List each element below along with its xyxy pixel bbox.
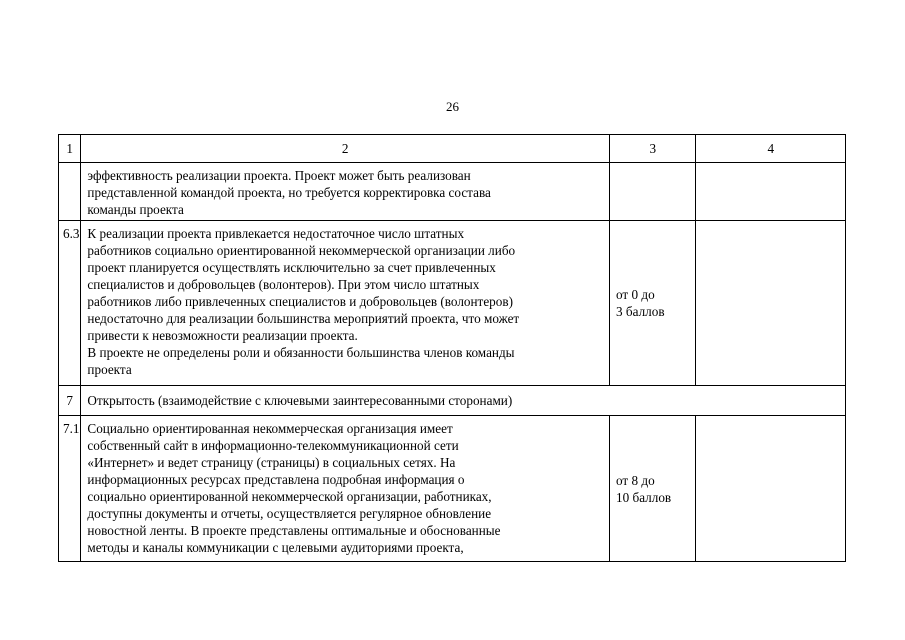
description-line: эффективность реализации проекта. Проект может быть реализован [87, 168, 471, 183]
table-row [59, 416, 846, 562]
criteria-table [58, 134, 846, 562]
description-line: информационных ресурсах представлена подробная информация о [87, 472, 465, 487]
row-number: 7 [59, 386, 81, 416]
description-line: работников социально ориентированной некоммерческой организации либо [87, 243, 516, 258]
description-line: работников либо привлеченных специалистов и добровольцев (волонтеров) [87, 294, 513, 309]
score-cell [696, 221, 846, 386]
description-line: доступны документы и отчеты, осуществляется регулярное обновление [87, 506, 492, 521]
score-cell [696, 416, 846, 562]
table-header-row [59, 135, 846, 163]
description-line: методы и каналы коммуникации с целевыми аудиториями проекта, [87, 540, 464, 555]
table-row [59, 163, 846, 221]
score-range [610, 163, 696, 221]
criterion-description [81, 221, 610, 386]
column-header-3: 3 [610, 135, 696, 163]
section-title: Открытость (взаимодействие с ключевыми заинтересованными сторонами) [81, 386, 846, 416]
description-line: представленной командой проекта, но требуется корректировка состава [87, 185, 491, 200]
row-number: 6.3 [59, 221, 81, 386]
column-header-1: 1 [59, 135, 81, 163]
criterion-description [81, 163, 610, 221]
description-line: недостаточно для реализации большинства мероприятий проекта, что может [87, 311, 520, 326]
score-cell [696, 163, 846, 221]
description-line: социально ориентированной некоммерческой организации, работниках, [87, 489, 492, 504]
description-line: команды проекта [87, 202, 184, 217]
description-line: «Интернет» и ведет страницу (страницы) в социальных сетях. На [87, 455, 456, 470]
score-range: от 8 до 10 баллов [610, 416, 696, 562]
page-number: 26 [446, 99, 459, 114]
row-number: 7.1 [59, 416, 81, 562]
description-line: привести к невозможности реализации проекта. [87, 328, 358, 343]
description-line: В проекте не определены роли и обязанности большинства членов команды [87, 345, 515, 360]
column-header-4: 4 [696, 135, 846, 163]
description-line: новостной ленты. В проекте представлены оптимальные и обоснованные [87, 523, 501, 538]
column-header-2: 2 [81, 135, 610, 163]
description-line: К реализации проекта привлекается недостаточное число штатных [87, 226, 465, 241]
description-line: Социально ориентированная некоммерческая организация имеет [87, 421, 453, 436]
table-row [59, 221, 846, 386]
description-line: проект планируется осуществлять исключительно за счет привлеченных [87, 260, 496, 275]
criterion-description [81, 416, 610, 562]
description-line: собственный сайт в информационно-телекоммуникационной сети [87, 438, 459, 453]
section-row [59, 386, 846, 416]
description-line: специалистов и добровольцев (волонтеров). При этом число штатных [87, 277, 480, 292]
description-line: проекта [87, 362, 132, 377]
row-number [59, 163, 81, 221]
score-range: от 0 до 3 баллов [610, 221, 696, 386]
